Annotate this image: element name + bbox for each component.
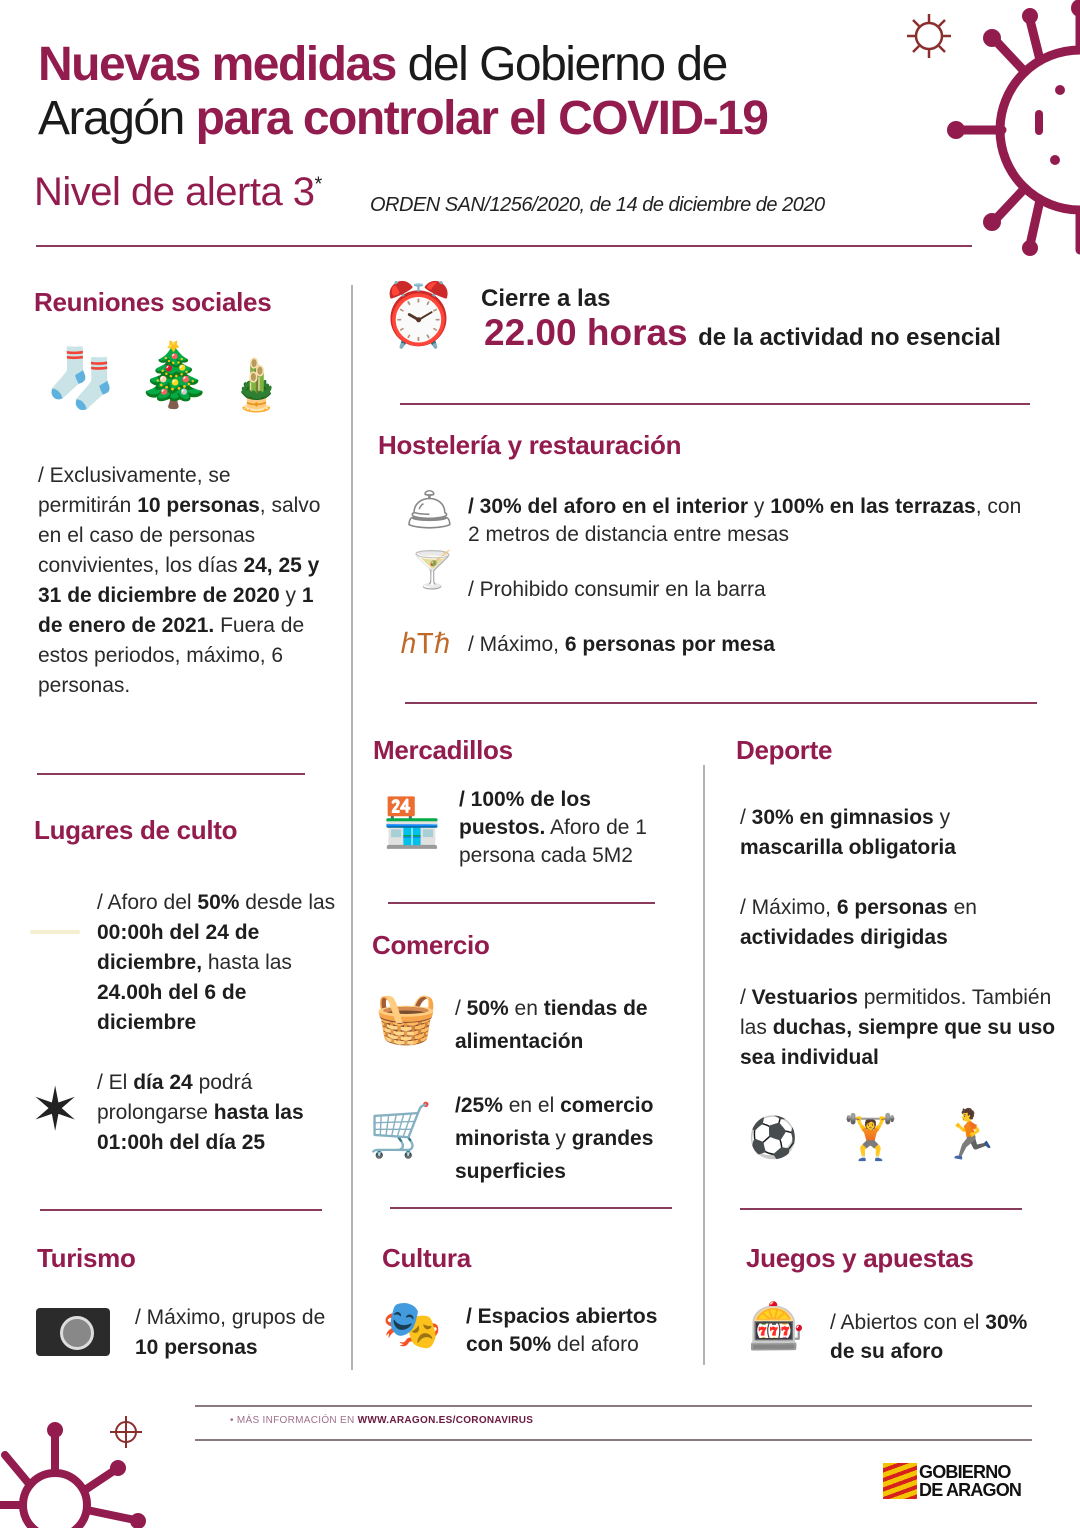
text-segment: hasta las	[202, 951, 292, 974]
runner-icon: 🏃	[940, 1109, 1000, 1162]
text-segment: 1 de enero de 2021.	[38, 584, 314, 637]
text-segment: 6 personas	[836, 896, 948, 919]
logo-line-1: GOBIERNO	[919, 1462, 1011, 1482]
text-segment: comercio minorista	[455, 1094, 654, 1150]
text-segment: Vestuarios	[751, 986, 858, 1009]
divider	[388, 902, 655, 904]
cocktail-icon: 🍸	[410, 549, 455, 590]
text-segment: / Máximo, grupos de	[135, 1306, 326, 1329]
divider	[390, 1207, 672, 1209]
section-title-comercio: Comercio	[372, 930, 490, 960]
grocery-basket-icon: 🧺	[375, 990, 438, 1046]
page-title	[38, 38, 767, 146]
text-segment: / Prohibido consumir en la barra	[468, 578, 766, 601]
hosteleria-item-3	[468, 630, 968, 660]
text-segment: Aragón	[38, 92, 196, 145]
deporte-item-1	[740, 803, 1040, 863]
virus-decoration-bottom-left	[0, 1410, 150, 1528]
section-title-mercadillos: Mercadillos	[373, 735, 513, 765]
camera-icon	[36, 1308, 110, 1356]
table-chairs-icon: ℎTℏ	[400, 627, 451, 660]
text-segment: actividades dirigidas	[740, 926, 948, 949]
text-segment: /	[455, 997, 467, 1020]
text-segment: / 30% del aforo en el interior	[468, 495, 749, 518]
text-segment: / Máximo,	[740, 896, 837, 919]
cierre-time-line	[484, 312, 1001, 354]
virus-decoration-top-right	[940, 0, 1080, 260]
text-segment: 6 personas por mesa	[564, 633, 775, 656]
text-segment: 30% en gimnasios	[751, 806, 934, 829]
deporte-item-3	[740, 983, 1060, 1073]
footer-divider-bottom	[195, 1439, 1032, 1441]
text-segment: /	[740, 986, 752, 1009]
aragon-flag-icon	[883, 1463, 917, 1499]
culto-text-2	[97, 1068, 337, 1158]
soccer-ball-icon: ⚽	[748, 1116, 798, 1160]
section-title-reuniones: Reuniones sociales	[34, 287, 272, 317]
gobierno-aragon-logo	[883, 1463, 1021, 1499]
text-segment: / Abiertos con el	[830, 1311, 986, 1334]
text-segment: del aforo	[551, 1333, 639, 1356]
logo-line-2: DE ARAGON	[919, 1480, 1022, 1500]
text-segment: para controlar el COVID-19	[195, 92, 768, 145]
text-segment: duchas, siempre que su uso sea individual	[740, 1016, 1056, 1069]
text-segment: 10 personas	[137, 494, 260, 517]
section-title-deporte: Deporte	[736, 735, 833, 765]
text-segment: /25%	[455, 1094, 503, 1117]
text-segment: grandes superficies	[455, 1127, 654, 1183]
market-stall-icon: 🏪	[382, 797, 442, 850]
divider	[37, 773, 305, 775]
column-divider-left	[351, 285, 353, 1370]
cierre-label: Cierre a las	[481, 285, 611, 312]
text-segment: / 100% de los puestos.	[459, 788, 591, 839]
hosteleria-item-1	[468, 493, 1038, 549]
cultura-text	[466, 1303, 696, 1359]
alert-level	[34, 170, 322, 215]
text-segment: 24, 25 y 31 de diciembre de 2020	[38, 554, 320, 607]
text-segment: , salvo en el caso de personas convivientes, los días	[38, 494, 321, 577]
sparkle-star-icon: ✶	[30, 1076, 81, 1143]
order-reference: ORDEN SAN/1256/2020, de 14 de diciembre de 2020	[370, 194, 825, 216]
alert-asterisk: *	[314, 173, 322, 196]
text-segment: 100% en las terrazas	[770, 495, 976, 518]
christmas-ornaments-icon: 🎍	[225, 357, 288, 413]
divider	[405, 702, 1037, 704]
turismo-text	[135, 1303, 335, 1363]
theater-masks-icon: 🎭	[382, 1299, 442, 1352]
text-segment: / Exclusivamente, se permitirán	[38, 464, 231, 517]
alarm-clock-icon: ⏰	[380, 281, 458, 350]
mercadillos-text	[459, 786, 679, 870]
text-segment: Fuera de estos periodos, máximo, 6 personas.	[38, 614, 305, 697]
text-segment: en	[508, 997, 544, 1020]
text-segment: /	[740, 806, 752, 829]
text-segment: Aforo de 1 persona cada 5M2	[459, 816, 647, 867]
section-title-culto: Lugares de culto	[34, 815, 238, 845]
text-segment: / Espacios abiertos con 50%	[466, 1305, 658, 1356]
weightlifting-icon: 🏋	[843, 1113, 898, 1162]
text-segment: podrá prolongarse	[97, 1071, 253, 1124]
text-segment: / Máximo,	[468, 633, 565, 656]
title-line-1	[38, 38, 767, 92]
text-segment: tiendas de alimentación	[455, 997, 648, 1053]
text-segment: desde las	[239, 891, 336, 914]
divider	[400, 403, 1030, 405]
serving-cloche-icon: 🛎	[404, 488, 455, 532]
comercio-item-1	[455, 992, 695, 1058]
christmas-stocking-icon: 🧦	[45, 346, 118, 411]
section-title-turismo: Turismo	[37, 1243, 136, 1273]
text-segment: en el	[502, 1094, 561, 1117]
text-segment: 00:00h del 24 de diciembre,	[97, 921, 260, 974]
column-divider-right	[703, 765, 705, 1365]
text-segment: hasta las 01:00h del día 25	[97, 1101, 304, 1154]
text-segment: permitidos. También las	[740, 986, 1052, 1039]
text-segment: en	[947, 896, 977, 919]
alert-level-text: Nivel de alerta 3	[34, 170, 315, 214]
culto-text-1	[97, 888, 347, 1038]
cierre-suffix: de la actividad no esencial	[698, 324, 1001, 351]
text-segment: y	[279, 584, 302, 607]
shopping-cart-icon: 🛒	[368, 1102, 433, 1160]
section-title-cultura: Cultura	[382, 1243, 471, 1273]
title-line-2	[38, 92, 767, 146]
christmas-tree-icon: 🎄	[135, 341, 213, 410]
text-segment: 50%	[197, 891, 240, 914]
section-title-juegos: Juegos y apuestas	[746, 1243, 974, 1273]
text-segment: 50%	[466, 997, 509, 1020]
reuniones-text	[38, 461, 323, 701]
more-info: • MÁS INFORMACIÓN EN WWW.ARAGON.ES/CORONAVIRUS	[230, 1415, 534, 1426]
text-segment: / Aforo del	[97, 891, 198, 914]
deporte-item-2	[740, 893, 1040, 953]
poker-chips-icon: 🎰	[748, 1300, 806, 1352]
text-segment: Nuevas medidas	[38, 38, 396, 91]
divider	[40, 1209, 322, 1211]
text-segment: día 24	[133, 1071, 193, 1094]
text-segment: y	[748, 495, 771, 518]
text-segment: mascarilla obligatoria	[740, 836, 956, 859]
more-info-link[interactable]: WWW.ARAGON.ES/CORONAVIRUS	[357, 1415, 534, 1426]
juegos-text	[830, 1308, 1050, 1366]
text-segment: / El	[97, 1071, 134, 1094]
text-segment: 10 personas	[135, 1336, 258, 1359]
footer-divider-top	[195, 1405, 1032, 1407]
more-info-prefix: MÁS INFORMACIÓN EN	[236, 1415, 358, 1426]
text-segment: 24.00h del 6 de diciembre	[97, 981, 247, 1034]
text-segment: y	[549, 1127, 572, 1150]
small-virus-icon	[905, 12, 953, 60]
header-divider	[36, 245, 972, 247]
text-segment: , con 2 metros de distancia entre mesas	[468, 495, 1022, 546]
text-segment: 30% de su aforo	[830, 1311, 1028, 1363]
text-segment: del Gobierno de	[395, 38, 727, 91]
glow-icon	[30, 930, 80, 934]
divider	[740, 1208, 1022, 1210]
cierre-time: 22.00 horas	[484, 312, 688, 353]
text-segment: y	[933, 806, 951, 829]
comercio-item-2	[455, 1089, 700, 1188]
section-title-hosteleria: Hostelería y restauración	[378, 430, 682, 460]
hosteleria-item-2	[468, 575, 968, 605]
